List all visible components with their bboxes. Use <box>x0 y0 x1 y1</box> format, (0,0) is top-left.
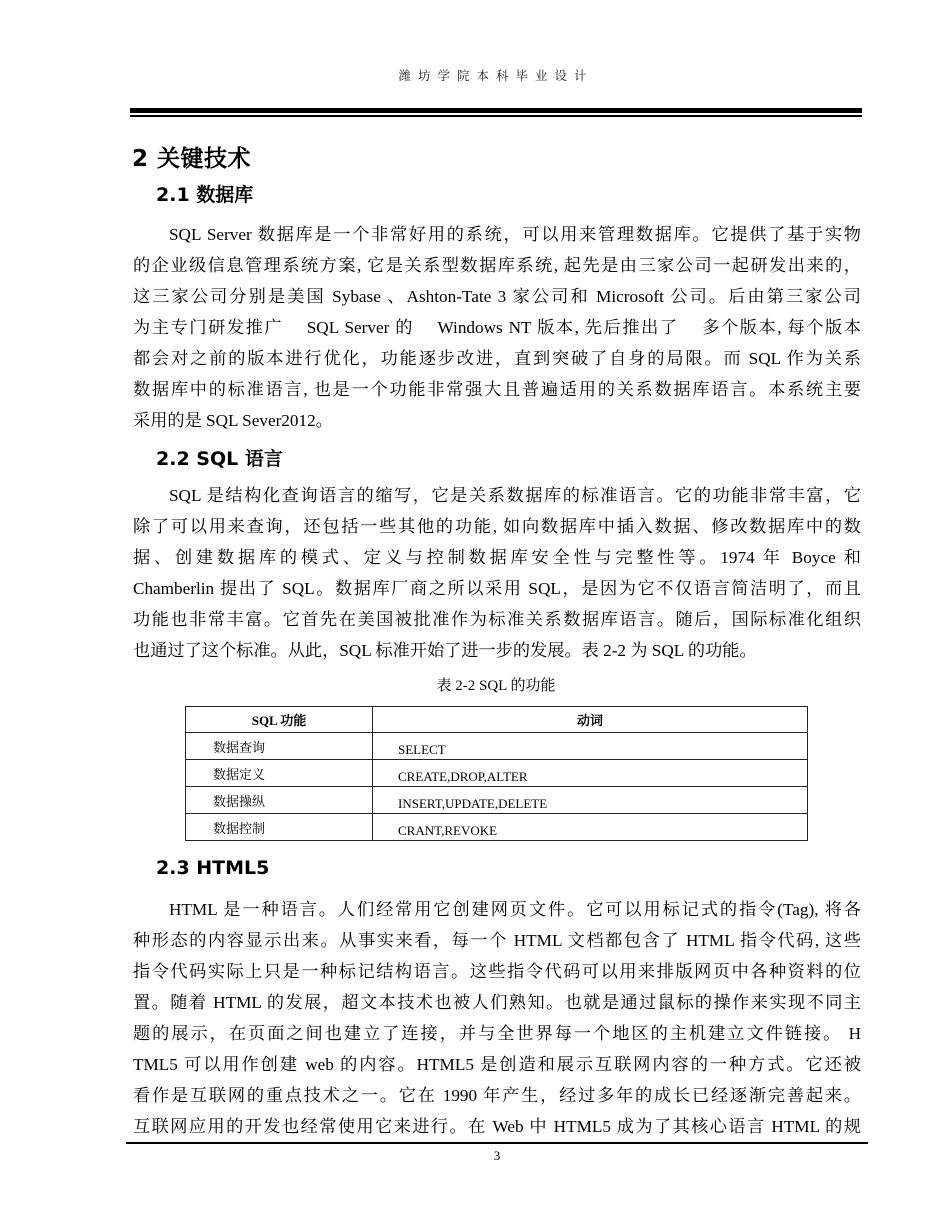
cell-function: 数据查询 <box>186 733 373 760</box>
text-line: 也通过了这个标准。从此，SQL 标准开始了进一步的发展。表 2-2 为 SQL 的功能。 <box>133 641 757 660</box>
text-line: SQL 是结构化查询语言的缩写，它是关系数据库的标准语言。它的功能非常丰富，它 <box>169 486 861 505</box>
header-rule-thin <box>130 115 862 117</box>
footer-rule <box>126 1142 868 1144</box>
cell-function: 数据控制 <box>186 814 373 841</box>
text-line: 功能也非常丰富。它首先在美国被批准作为标准关系数据库语言。随后，国际标准化组织 <box>133 610 861 629</box>
sql-function-table <box>185 706 808 841</box>
running-header: 潍坊学院本科毕业设计 <box>398 68 594 83</box>
section-title-sql: 2.2 SQL 语言 <box>156 448 283 470</box>
paragraph-html5 <box>133 894 861 1142</box>
text-line: 指令代码实际上只是一种标记结构语言。这些指令代码可以用来排版网页中各种资料的位 <box>133 962 861 981</box>
table-row <box>186 760 808 787</box>
cell-verb: INSERT,UPDATE,DELETE <box>373 787 808 814</box>
cell-verb: CRANT,REVOKE <box>373 814 808 841</box>
text-line: 种形态的内容显示出来。从事实来看，每一个 HTML 文档都包含了 HTML 指令代码, 这些 <box>133 931 861 950</box>
cell-function: 数据操纵 <box>186 787 373 814</box>
text-line: TML5 可以用作创建 web 的内容。HTML5 是创造和展示互联网内容的一种方式。它还被 <box>133 1055 861 1074</box>
column-header-verb: 动词 <box>373 707 808 733</box>
chapter-title: 2 关键技术 <box>132 146 252 172</box>
text-line: 题的展示，在页面之间也建立了连接，并与全世界每一个地区的主机建立文件链接。 H <box>133 1024 861 1043</box>
paragraph-database <box>133 219 861 436</box>
table-caption: 表 2-2 SQL 的功能 <box>436 678 556 694</box>
table-row <box>186 733 808 760</box>
text-line: SQL Server 数据库是一个非常好用的系统，可以用来管理数据库。它提供了基于实物 <box>169 225 861 244</box>
cell-verb: CREATE,DROP,ALTER <box>373 760 808 787</box>
text-line: HTML 是一种语言。人们经常用它创建网页文件。它可以用标记式的指令(Tag), 将各 <box>169 900 861 919</box>
text-line: Chamberlin 提出了 SQL。数据库厂商之所以采用 SQL，是因为它不仅语言简洁明了，而且 <box>133 579 861 598</box>
section-title-html5: 2.3 HTML5 <box>156 857 270 879</box>
column-header-function: SQL 功能 <box>186 707 373 733</box>
section-title-database: 2.1 数据库 <box>156 184 254 206</box>
table-header-row <box>186 707 808 733</box>
table-row <box>186 814 808 841</box>
table-row <box>186 787 808 814</box>
text-line: 看作是互联网的重点技术之一。它在 1990 年产生，经过多年的成长已经逐渐完善起来。 <box>133 1086 861 1105</box>
text-line: 数据库中的标准语言, 也是一个功能非常强大且普遍适用的关系数据库语言。本系统主要 <box>133 380 861 399</box>
text-line: 据、创建数据库的模式、定义与控制数据库安全性与完整性等。1974 年 Boyce 和 <box>133 548 861 567</box>
text-line: 的企业级信息管理系统方案, 它是关系型数据库系统, 起先是由三家公司一起研发出来的， <box>133 256 861 275</box>
text-line: 为主专门研发推广 SQL Server 的 Windows NT 版本, 先后推出了 多个版本, 每个版本 <box>133 318 861 337</box>
cell-verb: SELECT <box>373 733 808 760</box>
page-number: 3 <box>493 1148 501 1163</box>
text-line: 互联网应用的开发也经常使用它来进行。在 Web 中 HTML5 成为了其核心语言 HTML 的规 <box>133 1117 861 1136</box>
text-line: 除了可以用来查询，还包括一些其他的功能, 如向数据库中插入数据、修改数据库中的数 <box>133 517 861 536</box>
header-rule-thick <box>130 108 862 113</box>
paragraph-sql <box>133 480 861 666</box>
text-line: 都会对之前的版本进行优化，功能逐步改进，直到突破了自身的局限。而 SQL 作为关系 <box>133 349 861 368</box>
text-line: 采用的是 SQL Sever2012。 <box>133 411 333 430</box>
cell-function: 数据定义 <box>186 760 373 787</box>
text-line: 置。随着 HTML 的发展，超文本技术也被人们熟知。也就是通过鼠标的操作来实现不同主 <box>133 993 861 1012</box>
text-line: 这三家公司分别是美国 Sybase 、Ashton-Tate 3 家公司和 Microsoft 公司。后由第三家公司 <box>133 287 861 306</box>
